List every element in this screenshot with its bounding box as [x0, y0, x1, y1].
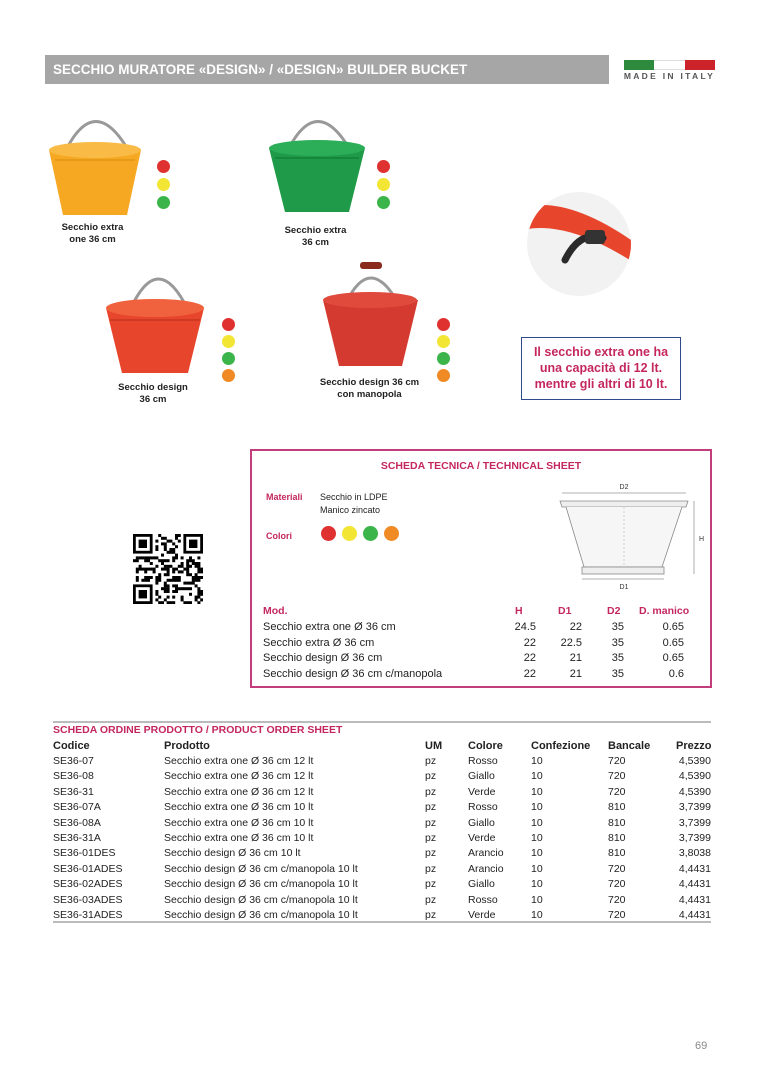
tech-cell-value: 21: [569, 667, 582, 680]
d2-label: D2: [619, 484, 629, 491]
color-dot-red: [157, 160, 170, 173]
caption-line: 36 cm: [139, 394, 167, 405]
green-bucket-image: [265, 100, 370, 220]
order-cell: pz: [425, 893, 437, 906]
divider: [53, 921, 711, 923]
order-cell: Rosso: [468, 801, 498, 814]
caption-line: one 36 cm: [69, 234, 116, 245]
order-cell: SE36-07: [53, 755, 94, 767]
order-cell: Giallo: [468, 816, 495, 829]
order-cell: 10: [531, 862, 543, 875]
order-cell: Secchio extra one Ø 36 cm 10 lt: [164, 832, 314, 844]
order-cell: 10: [531, 893, 543, 906]
color-dot-red: [437, 318, 450, 331]
tech-cell-value: 35: [611, 636, 624, 649]
order-cell: 810: [608, 816, 626, 829]
order-sheet-title: SCHEDA ORDINE PRODOTTO / PRODUCT ORDER SHEET: [53, 724, 343, 736]
caption-line: Secchio design 36 cm: [319, 377, 420, 388]
order-cell: 720: [608, 785, 626, 798]
order-header-code: Codice: [53, 740, 90, 752]
page-title: SECCHIO MURATORE «DESIGN» / «DESIGN» BUILDER BUCKET: [45, 55, 609, 84]
caption-line: con manopola: [337, 389, 402, 400]
color-dot-orange: [222, 369, 235, 382]
order-cell: 810: [608, 801, 626, 814]
tech-header-model: Mod.: [263, 605, 288, 617]
bucket-dimension-diagram: [554, 479, 704, 599]
tech-cell-value: 22: [523, 636, 536, 649]
order-cell: 10: [531, 909, 543, 921]
order-cell: 720: [608, 878, 626, 891]
order-cell: SE36-01ADES: [53, 862, 123, 875]
color-dot-yellow: [377, 178, 390, 191]
design-handle-bucket-image: [318, 258, 423, 373]
order-cell: 10: [531, 801, 543, 814]
order-cell: 10: [531, 755, 543, 767]
color-dot-green: [363, 526, 378, 541]
caption-line: Secchio extra: [284, 225, 347, 236]
order-cell: Secchio design Ø 36 cm c/manopola 10 lt: [164, 878, 358, 891]
made-in-italy-badge: MADE IN ITALY: [623, 71, 716, 81]
color-dot-green: [377, 196, 390, 209]
order-cell: Secchio design Ø 36 cm c/manopola 10 lt: [164, 862, 358, 875]
tech-cell-value: 35: [611, 621, 624, 633]
tech-cell-value: 35: [611, 652, 624, 664]
color-dot-yellow: [157, 178, 170, 191]
order-cell: 810: [608, 832, 626, 844]
product-caption-4: [312, 377, 427, 401]
order-cell: Secchio design Ø 36 cm c/manopola 10 lt: [164, 893, 358, 906]
order-cell: 4,4431: [678, 893, 711, 906]
order-cell: 4,4431: [678, 878, 711, 891]
tech-cell-value: 22: [569, 621, 582, 633]
order-cell: Secchio extra one Ø 36 cm 10 lt: [164, 816, 314, 829]
order-cell: 10: [531, 785, 543, 798]
materials-line: Manico zincato: [320, 505, 381, 515]
tech-header-d1: D1: [558, 605, 572, 617]
order-cell: pz: [425, 862, 437, 875]
order-cell: pz: [425, 801, 437, 814]
order-cell: Giallo: [468, 878, 495, 891]
color-dot-orange: [437, 369, 450, 382]
divider: [53, 721, 711, 723]
order-cell: Arancio: [468, 847, 504, 860]
product-caption-2: [268, 225, 363, 249]
tech-cell-value: 24.5: [514, 621, 536, 633]
materials-line: Secchio in LDPE: [320, 492, 388, 502]
note-line: mentre gli altri di 10 lt.: [534, 377, 668, 391]
note-line: una capacità di 12 lt.: [539, 361, 663, 375]
order-header-price: Prezzo: [676, 740, 712, 752]
tech-cell-value: 0.65: [662, 636, 684, 649]
handle-detail-image: [525, 190, 633, 298]
order-cell: pz: [425, 909, 437, 921]
product-caption-3: [108, 382, 198, 406]
order-cell: 3,7399: [678, 832, 711, 844]
order-cell: 10: [531, 878, 543, 891]
order-cell: 10: [531, 770, 543, 783]
order-cell: 4,5390: [678, 770, 711, 783]
order-cell: Secchio extra one Ø 36 cm 12 lt: [164, 755, 314, 767]
caption-line: 36 cm: [302, 237, 329, 248]
caption-line: Secchio extra: [61, 222, 124, 233]
tech-header-handle: D. manico: [639, 605, 690, 617]
d1-label: D1: [619, 584, 629, 591]
order-cell: Rosso: [468, 755, 498, 767]
note-line: Il secchio extra one ha: [533, 345, 669, 359]
order-cell: Verde: [468, 832, 496, 844]
order-cell: 720: [608, 909, 626, 921]
tech-cell-value: 22: [523, 667, 536, 680]
tech-cell-model: Secchio design Ø 36 cm: [263, 652, 383, 664]
order-header-color: Colore: [468, 740, 503, 752]
order-cell: SE36-01DES: [53, 847, 116, 860]
order-cell: Arancio: [468, 862, 504, 875]
tech-cell-value: 0.65: [662, 621, 684, 633]
order-cell: 3,8038: [678, 847, 711, 860]
order-cell: pz: [425, 847, 437, 860]
order-cell: Verde: [468, 785, 496, 798]
order-cell: 3,7399: [678, 801, 711, 814]
order-cell: 3,7399: [678, 816, 711, 829]
order-cell: Rosso: [468, 893, 498, 906]
yellow-bucket-image: [45, 100, 145, 220]
order-cell: Verde: [468, 909, 496, 921]
caption-line: Secchio design: [118, 382, 188, 393]
order-cell: SE36-03ADES: [53, 893, 123, 906]
order-cell: pz: [425, 832, 437, 844]
order-cell: pz: [425, 878, 437, 891]
order-cell: SE36-31: [53, 785, 94, 798]
tech-cell-value: 21: [569, 652, 582, 664]
order-cell: 720: [608, 893, 626, 906]
tech-cell-value: 0.6: [668, 667, 684, 680]
order-cell: pz: [425, 770, 437, 783]
technical-sheet: [250, 449, 712, 688]
order-cell: SE36-31ADES: [53, 909, 123, 921]
color-dot-red: [377, 160, 390, 173]
color-dot-green: [157, 196, 170, 209]
tech-cell-model: Secchio extra Ø 36 cm: [263, 636, 375, 649]
color-dot-green: [437, 352, 450, 365]
tech-cell-value: 22: [523, 652, 536, 664]
order-cell: Secchio design Ø 36 cm c/manopola 10 lt: [164, 909, 358, 921]
order-cell: 4,4431: [678, 909, 711, 921]
capacity-note: [521, 337, 681, 400]
order-cell: Secchio extra one Ø 36 cm 12 lt: [164, 770, 314, 783]
color-dot-red: [222, 318, 235, 331]
tech-cell-value: 35: [611, 667, 624, 680]
materials-label: Materiali: [266, 492, 303, 502]
tech-cell-model: Secchio design Ø 36 cm c/manopola: [263, 667, 443, 680]
order-cell: pz: [425, 785, 437, 798]
order-cell: pz: [425, 755, 437, 767]
order-cell: 4,5390: [678, 755, 711, 767]
colors-label: Colori: [266, 531, 292, 541]
order-cell: 10: [531, 816, 543, 829]
order-cell: Secchio extra one Ø 36 cm 10 lt: [164, 801, 314, 814]
order-cell: 10: [531, 832, 543, 844]
tech-cell-value: 22.5: [560, 636, 582, 649]
design-bucket-image: [100, 258, 210, 380]
color-dot-red: [321, 526, 336, 541]
tech-header-h: H: [515, 605, 523, 617]
order-cell: SE36-02ADES: [53, 878, 123, 891]
order-cell: 720: [608, 770, 626, 783]
order-header-pallet: Bancale: [608, 740, 651, 752]
italian-flag-icon: [624, 60, 715, 70]
product-caption-1: [45, 222, 140, 246]
h-label: H: [699, 536, 704, 543]
color-dot-yellow: [222, 335, 235, 348]
order-cell: pz: [425, 816, 437, 829]
page-number: 69: [695, 1040, 708, 1052]
order-header-um: UM: [425, 740, 443, 752]
technical-sheet-title: SCHEDA TECNICA / TECHNICAL SHEET: [380, 460, 582, 472]
order-header-pack: Confezione: [531, 740, 591, 752]
order-cell: 810: [608, 847, 626, 860]
qr-code-image[interactable]: [133, 534, 203, 604]
order-cell: SE36-08: [53, 770, 94, 783]
color-dot-yellow: [437, 335, 450, 348]
order-cell: 10: [531, 847, 543, 860]
order-cell: SE36-08A: [53, 816, 101, 829]
color-dot-orange: [384, 526, 399, 541]
order-cell: Secchio design Ø 36 cm 10 lt: [164, 847, 301, 860]
order-header-product: Prodotto: [164, 740, 210, 752]
order-cell: SE36-07A: [53, 801, 101, 814]
color-dot-yellow: [342, 526, 357, 541]
color-dot-green: [222, 352, 235, 365]
order-cell: 720: [608, 862, 626, 875]
order-cell: 720: [608, 755, 626, 767]
order-cell: Secchio extra one Ø 36 cm 12 lt: [164, 785, 314, 798]
order-cell: 4,5390: [678, 785, 711, 798]
tech-cell-model: Secchio extra one Ø 36 cm: [263, 621, 396, 633]
order-cell: 4,4431: [678, 862, 711, 875]
tech-header-d2: D2: [607, 605, 621, 617]
order-cell: SE36-31A: [53, 832, 101, 844]
order-cell: Giallo: [468, 770, 495, 783]
tech-cell-value: 0.65: [662, 652, 684, 664]
